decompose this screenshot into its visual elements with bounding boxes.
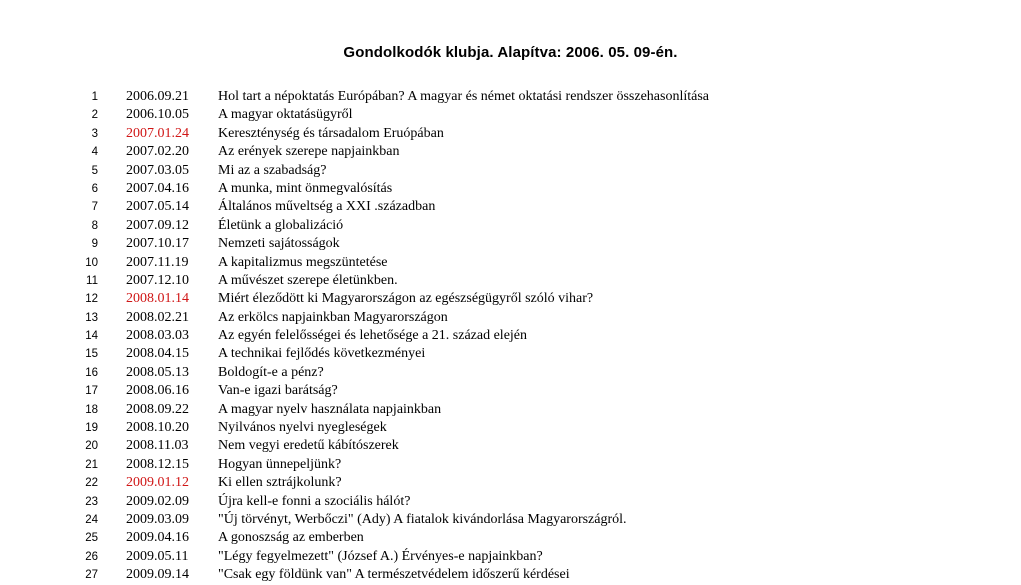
meeting-topic: Újra kell-e fonni a szociális hálót? [218, 493, 411, 509]
meeting-date: 2008.12.15 [126, 456, 189, 472]
row-number: 2 [91, 109, 98, 122]
meeting-date: 2009.04.16 [126, 530, 189, 546]
meeting-date: 2009.09.14 [126, 567, 189, 583]
meeting-topic: Általános műveltség a XXI .században [218, 199, 436, 215]
list-item [0, 217, 1021, 235]
meeting-date: 2009.01.12 [126, 475, 189, 491]
list-item [0, 437, 1021, 455]
meeting-topic: A munka, mint önmegvalósítás [218, 180, 393, 196]
row-number: 25 [85, 532, 98, 545]
meeting-date: 2007.12.10 [126, 272, 189, 288]
row-number: 22 [85, 477, 98, 490]
meeting-topic: Kereszténység és társadalom Eruópában [218, 125, 444, 141]
list-item [0, 198, 1021, 216]
meeting-topic: Miért éleződött ki Magyarországon az egészségügyről szóló vihar? [218, 291, 594, 307]
row-number: 18 [85, 403, 98, 416]
row-number: 11 [86, 274, 98, 287]
meeting-topic: Nyilvános nyelvi nyegleségek [218, 420, 387, 436]
row-number: 9 [91, 238, 98, 251]
meeting-topic: A technikai fejlődés következményei [218, 346, 426, 362]
list-item [0, 566, 1021, 584]
list-item [0, 106, 1021, 124]
meeting-topic: A művészet szerepe életünkben. [218, 272, 398, 288]
meeting-date: 2008.05.13 [126, 364, 189, 380]
meeting-date: 2007.04.16 [126, 180, 189, 196]
list-item [0, 401, 1021, 419]
list-item [0, 327, 1021, 345]
list-item [0, 143, 1021, 161]
list-item [0, 180, 1021, 198]
meeting-date: 2007.01.24 [126, 125, 189, 141]
meeting-topic: Ki ellen sztrájkolunk? [218, 475, 342, 491]
meeting-topic: Az erkölcs napjainkban Magyarországon [218, 309, 448, 325]
row-number: 15 [85, 348, 98, 361]
row-number: 17 [85, 385, 98, 398]
row-number: 24 [85, 513, 98, 526]
meeting-topic: "Csak egy földünk van" A természetvédelem időszerű kérdései [218, 567, 570, 583]
meeting-topic: A magyar nyelv használata napjainkban [218, 401, 442, 417]
meeting-date: 2006.10.05 [126, 107, 189, 123]
document-title: Gondolkodók klubja. Alapítva: 2006. 05. 09-én. [343, 44, 678, 61]
meeting-date: 2007.09.12 [126, 217, 189, 233]
list-item [0, 290, 1021, 308]
row-number: 20 [85, 440, 98, 453]
row-number: 4 [91, 146, 98, 159]
meeting-date: 2009.03.09 [126, 511, 189, 527]
list-item [0, 493, 1021, 511]
list-item [0, 419, 1021, 437]
row-number: 23 [85, 495, 98, 508]
list-item [0, 474, 1021, 492]
meeting-date: 2007.03.05 [126, 162, 189, 178]
list-item [0, 125, 1021, 143]
meeting-date: 2006.09.21 [126, 89, 189, 104]
meeting-topic: Nem vegyi eredetű kábítószerek [218, 438, 399, 454]
meeting-topic: Nemzeti sajátosságok [218, 236, 340, 252]
row-number: 1 [91, 91, 98, 103]
meeting-topic: "Új törvényt, Werbőczi" (Ady) A fiatalok kivándorlása Magyarországról. [218, 511, 627, 527]
meeting-topic: Boldogít-e a pénz? [218, 364, 324, 380]
list-item [0, 88, 1021, 106]
meeting-topic: A gonoszság az emberben [218, 530, 364, 546]
meeting-topic: A kapitalizmus megszüntetése [218, 254, 388, 270]
row-number: 21 [85, 458, 98, 471]
meeting-date: 2007.10.17 [126, 236, 189, 252]
list-item [0, 529, 1021, 547]
meeting-topic: Mi az a szabadság? [218, 162, 327, 178]
meeting-topic: Az egyén felelősségei és lehetősége a 21. század elején [218, 328, 528, 344]
list-item [0, 272, 1021, 290]
meeting-topic: Hogyan ünnepeljünk? [218, 456, 342, 472]
list-item [0, 456, 1021, 474]
list-item [0, 254, 1021, 272]
list-item [0, 364, 1021, 382]
meeting-date: 2009.05.11 [126, 548, 189, 564]
list-item [0, 309, 1021, 327]
meeting-topic: Az erények szerepe napjainkban [218, 144, 400, 160]
meeting-date: 2008.09.22 [126, 401, 189, 417]
row-number: 12 [85, 293, 98, 306]
meeting-date: 2008.03.03 [126, 328, 189, 344]
list-item [0, 548, 1021, 566]
meeting-date: 2008.02.21 [126, 309, 189, 325]
row-number: 14 [85, 330, 98, 343]
meeting-date: 2008.11.03 [126, 438, 189, 454]
row-number: 3 [91, 127, 98, 140]
meeting-topic: Hol tart a népoktatás Európában? A magyar és német oktatási rendszer összehasonlítása [218, 89, 709, 104]
row-number: 6 [91, 182, 98, 195]
list-item [0, 382, 1021, 400]
meeting-topic: A magyar oktatásügyről [218, 107, 353, 123]
list-item [0, 235, 1021, 253]
meeting-topic: Van-e igazi barátság? [218, 383, 338, 399]
topic-list [0, 88, 1021, 585]
meeting-date: 2008.04.15 [126, 346, 189, 362]
row-number: 19 [85, 422, 98, 435]
row-number: 13 [85, 311, 98, 324]
meeting-topic: Életünk a globalizáció [218, 217, 344, 233]
row-number: 5 [91, 164, 98, 177]
meeting-date: 2008.10.20 [126, 420, 189, 436]
row-number: 10 [85, 256, 98, 269]
meeting-date: 2009.02.09 [126, 493, 189, 509]
row-number: 16 [85, 366, 98, 379]
list-item [0, 345, 1021, 363]
row-number: 8 [91, 219, 98, 232]
meeting-date: 2007.05.14 [126, 199, 189, 215]
meeting-topic: "Légy fegyelmezett" (József A.) Érvényes-e napjainkban? [218, 548, 543, 564]
list-item [0, 511, 1021, 529]
row-number: 27 [85, 569, 98, 582]
meeting-date: 2008.01.14 [126, 291, 189, 307]
list-item [0, 162, 1021, 180]
row-number: 26 [85, 550, 98, 563]
meeting-date: 2007.02.20 [126, 144, 189, 160]
meeting-date: 2008.06.16 [126, 383, 189, 399]
row-number: 7 [91, 201, 98, 214]
meeting-date: 2007.11.19 [126, 254, 189, 270]
